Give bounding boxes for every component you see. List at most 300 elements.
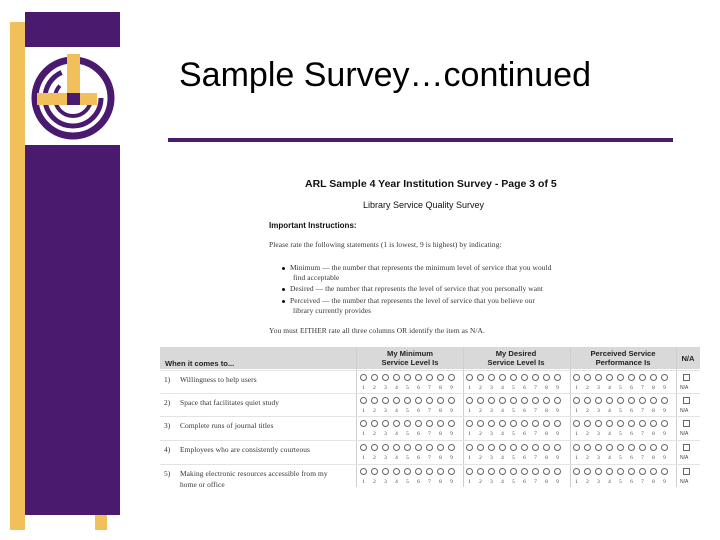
rating-scale-perceived [573,468,683,488]
rating-radio[interactable] [573,468,580,475]
rating-radio[interactable] [371,374,378,381]
rating-radio[interactable] [650,468,657,475]
rating-number: 9 [556,385,559,391]
rating-number: 6 [523,479,526,485]
rating-radio[interactable] [466,397,473,404]
rating-number: 7 [428,385,431,391]
rating-radio[interactable] [510,468,517,475]
rating-radio[interactable] [650,397,657,404]
rating-number: 6 [523,408,526,414]
rating-radio[interactable] [488,444,495,451]
rating-radio[interactable] [360,397,367,404]
rating-radio[interactable] [466,374,473,381]
rating-radio[interactable] [382,444,389,451]
rating-number: 2 [586,408,589,414]
rating-number: 5 [619,431,622,437]
rating-number: 7 [428,479,431,485]
rating-number: 4 [395,408,398,414]
rating-radio[interactable] [554,468,561,475]
instructions-note: You must EITHER rate all three columns OR identify the item as N/A. [269,326,485,335]
rating-number: 1 [468,385,471,391]
rating-radio[interactable] [573,374,580,381]
rating-radio[interactable] [617,397,624,404]
rating-radio[interactable] [448,468,455,475]
rating-radio[interactable] [448,420,455,427]
rating-radio[interactable] [628,468,635,475]
header-perceived-line2: Performance Is [595,358,651,367]
rating-number: 5 [406,408,409,414]
rating-number: 8 [545,431,548,437]
rating-number: 3 [490,408,493,414]
purple-sidebar [25,145,120,515]
rating-number: 5 [619,385,622,391]
row-divider [160,464,700,465]
rating-radio[interactable] [488,374,495,381]
rating-radio[interactable] [521,468,528,475]
rating-number: 4 [501,431,504,437]
question-text [180,421,273,432]
rating-number: 7 [534,479,537,485]
rating-number: 1 [362,408,365,414]
rating-number: 2 [373,385,376,391]
rating-number: 1 [468,455,471,461]
rating-radio[interactable] [628,444,635,451]
rating-radio[interactable] [554,397,561,404]
rating-radio[interactable] [532,444,539,451]
rating-number: 4 [501,479,504,485]
rating-radio[interactable] [382,420,389,427]
rating-radio[interactable] [595,397,602,404]
rating-radio[interactable] [448,374,455,381]
rating-number: 7 [428,455,431,461]
na-label: N/A [680,431,689,437]
rating-radio[interactable] [382,468,389,475]
rating-scale-desired [466,468,576,488]
bullet-dot [282,288,285,291]
bullet-perceived [282,296,535,305]
na-checkbox[interactable] [683,397,690,404]
rating-number: 3 [384,408,387,414]
rating-number: 8 [545,385,548,391]
rating-radio[interactable] [617,374,624,381]
rating-radio[interactable] [437,444,444,451]
rating-number: 8 [652,431,655,437]
rating-radio[interactable] [639,444,646,451]
na-label: N/A [680,479,689,485]
bullet-desired-text: Desired — the number that represents the level of service that you personally want [290,284,544,293]
rating-number: 4 [608,479,611,485]
rating-radio[interactable] [477,374,484,381]
rating-radio[interactable] [404,374,411,381]
row-divider [160,416,700,417]
rating-scale-desired [466,397,576,417]
rating-radio[interactable] [371,420,378,427]
rating-number: 8 [439,455,442,461]
rating-radio[interactable] [371,397,378,404]
question-number: 1) [164,375,171,384]
rating-radio[interactable] [488,397,495,404]
row-divider [160,393,700,394]
rating-radio[interactable] [510,420,517,427]
rating-radio[interactable] [499,374,506,381]
rating-number: 3 [384,479,387,485]
rating-radio[interactable] [415,420,422,427]
question-number: 5) [164,469,171,478]
rating-radio[interactable] [617,420,624,427]
rating-number: 6 [630,479,633,485]
question-number: 4) [164,445,171,454]
rating-number: 2 [586,479,589,485]
rating-number: 9 [663,479,666,485]
rating-radio[interactable] [477,397,484,404]
question-text-line1: Willingness to help users [180,375,257,384]
rating-radio[interactable] [661,374,668,381]
rating-radio[interactable] [606,374,613,381]
rating-radio[interactable] [426,397,433,404]
rating-number: 5 [406,385,409,391]
table-row [160,372,700,394]
rating-radio[interactable] [393,444,400,451]
rating-radio[interactable] [554,420,561,427]
rating-radio[interactable] [639,468,646,475]
rating-radio[interactable] [488,468,495,475]
rating-number: 5 [512,431,515,437]
rating-number: 3 [597,479,600,485]
rating-radio[interactable] [606,397,613,404]
rating-radio[interactable] [510,444,517,451]
rating-radio[interactable] [595,444,602,451]
question-text [180,375,257,386]
rating-number: 5 [512,479,515,485]
rating-radio[interactable] [573,444,580,451]
rating-number: 3 [597,455,600,461]
rating-scale-minimum [360,420,470,440]
rating-number: 7 [428,431,431,437]
na-checkbox[interactable] [683,420,690,427]
rating-radio[interactable] [510,374,517,381]
rating-radio[interactable] [426,420,433,427]
rating-radio[interactable] [437,420,444,427]
rating-number: 2 [479,455,482,461]
rating-number: 9 [450,431,453,437]
rating-number: 9 [450,479,453,485]
table-row [160,466,700,488]
rating-number: 6 [630,385,633,391]
rating-radio[interactable] [437,397,444,404]
rating-radio[interactable] [404,468,411,475]
rating-radio[interactable] [532,374,539,381]
rating-scale-perceived [573,444,683,464]
rating-radio[interactable] [584,468,591,475]
rating-radio[interactable] [466,420,473,427]
rating-radio[interactable] [521,397,528,404]
rating-radio[interactable] [437,468,444,475]
rating-number: 7 [641,479,644,485]
na-label: N/A [680,385,689,391]
rating-number: 3 [384,431,387,437]
rating-radio[interactable] [617,444,624,451]
na-checkbox[interactable] [683,444,690,451]
rating-number: 8 [545,408,548,414]
rating-radio[interactable] [499,397,506,404]
rating-number: 8 [439,408,442,414]
rating-radio[interactable] [606,468,613,475]
rating-number: 4 [501,408,504,414]
rating-radio[interactable] [543,468,550,475]
rating-radio[interactable] [573,420,580,427]
rating-number: 4 [395,455,398,461]
rating-radio[interactable] [466,468,473,475]
rating-radio[interactable] [617,468,624,475]
rating-radio[interactable] [382,397,389,404]
header-perceived-line1: Perceived Service [590,349,656,358]
rating-radio[interactable] [606,420,613,427]
na-checkbox[interactable] [683,468,690,475]
rating-number: 4 [501,455,504,461]
rating-radio[interactable] [554,374,561,381]
rating-scale-minimum [360,444,470,464]
na-label: N/A [680,408,689,414]
rating-number: 3 [490,455,493,461]
rating-number: 6 [417,455,420,461]
rating-radio[interactable] [360,420,367,427]
rating-number: 7 [534,385,537,391]
rating-radio[interactable] [404,420,411,427]
rating-number: 1 [468,431,471,437]
slide-title: Sample Survey…continued [179,56,592,94]
rating-radio[interactable] [510,397,517,404]
rating-radio[interactable] [543,397,550,404]
instructions-heading: Important Instructions: [269,221,357,230]
rating-radio[interactable] [606,444,613,451]
rating-radio[interactable] [595,420,602,427]
rating-number: 5 [512,455,515,461]
rating-radio[interactable] [661,420,668,427]
rating-radio[interactable] [532,397,539,404]
rating-number: 2 [479,479,482,485]
rating-radio[interactable] [393,397,400,404]
rating-radio[interactable] [477,420,484,427]
rating-radio[interactable] [521,374,528,381]
rating-radio[interactable] [415,397,422,404]
rating-scale-perceived [573,374,683,394]
rating-radio[interactable] [650,444,657,451]
rating-radio[interactable] [426,468,433,475]
rating-number: 3 [384,455,387,461]
rating-radio[interactable] [371,444,378,451]
rating-radio[interactable] [499,420,506,427]
na-label: N/A [680,455,689,461]
rating-number: 8 [545,455,548,461]
rating-radio[interactable] [360,468,367,475]
rating-radio[interactable] [404,397,411,404]
rating-number: 8 [652,385,655,391]
rating-number: 2 [479,385,482,391]
header-minimum [360,347,460,369]
header-desired [466,347,566,369]
rating-radio[interactable] [584,397,591,404]
rating-number: 7 [428,408,431,414]
rating-radio[interactable] [543,444,550,451]
header-when: When it comes to... [165,359,235,368]
rating-radio[interactable] [639,397,646,404]
rating-number: 4 [395,431,398,437]
rating-radio[interactable] [584,420,591,427]
rating-radio[interactable] [639,420,646,427]
rating-number: 5 [512,385,515,391]
header-minimum-line1: My Minimum [387,349,433,358]
rating-number: 1 [575,479,578,485]
rating-radio[interactable] [448,444,455,451]
rating-scale-minimum [360,468,470,488]
row-divider [160,440,700,441]
question-text-line1: Making electronic resources accessible from my [180,469,328,478]
rating-number: 2 [479,431,482,437]
rating-radio[interactable] [584,444,591,451]
rating-number: 2 [586,385,589,391]
rating-radio[interactable] [415,444,422,451]
rating-number: 6 [523,455,526,461]
rating-radio[interactable] [532,468,539,475]
rating-radio[interactable] [639,374,646,381]
rating-number: 6 [630,431,633,437]
rating-radio[interactable] [404,444,411,451]
rating-radio[interactable] [628,420,635,427]
rating-radio[interactable] [499,468,506,475]
rating-radio[interactable] [543,420,550,427]
rating-radio[interactable] [393,374,400,381]
rating-number: 5 [512,408,515,414]
rating-number: 6 [630,408,633,414]
table-row [160,395,700,417]
na-checkbox[interactable] [683,374,690,381]
rating-number: 1 [362,455,365,461]
rating-radio[interactable] [628,397,635,404]
rating-number: 1 [362,431,365,437]
rating-radio[interactable] [650,374,657,381]
rating-number: 1 [575,431,578,437]
rating-number: 4 [608,385,611,391]
rating-number: 2 [479,408,482,414]
rating-radio[interactable] [661,444,668,451]
survey-title: ARL Sample 4 Year Institution Survey - Page 3 of 5 [305,178,557,190]
rating-radio[interactable] [628,374,635,381]
rating-number: 1 [362,385,365,391]
rating-number: 8 [439,479,442,485]
rating-radio[interactable] [661,468,668,475]
rating-radio[interactable] [595,374,602,381]
rating-radio[interactable] [521,444,528,451]
rating-number: 6 [417,385,420,391]
rating-radio[interactable] [477,468,484,475]
rating-radio[interactable] [543,374,550,381]
question-text [180,398,279,409]
rating-number: 2 [373,455,376,461]
row-divider [160,370,700,371]
rating-number: 5 [619,408,622,414]
rating-scale-minimum [360,397,470,417]
rating-radio[interactable] [437,374,444,381]
rating-radio[interactable] [532,420,539,427]
rating-radio[interactable] [393,468,400,475]
bullet-minimum-cont: find acceptable [293,273,340,282]
rating-radio[interactable] [499,444,506,451]
rating-radio[interactable] [477,444,484,451]
question-text-line1: Complete runs of journal titles [180,421,274,430]
rating-number: 6 [630,455,633,461]
question-text-line2: home or office [180,480,225,489]
bullet-perceived-cont: library currently provides [293,306,372,315]
table-row [160,442,700,464]
question-text-line1: Space that facilitates quiet study [180,398,280,407]
rating-number: 7 [641,431,644,437]
rating-scale-desired [466,374,576,394]
rating-number: 5 [619,479,622,485]
rating-number: 3 [597,385,600,391]
rating-radio[interactable] [466,444,473,451]
rating-radio[interactable] [382,374,389,381]
rating-number: 9 [663,455,666,461]
rating-number: 2 [586,431,589,437]
question-number: 3) [164,421,171,430]
rating-radio[interactable] [595,468,602,475]
rating-number: 7 [534,431,537,437]
rating-number: 4 [395,385,398,391]
rating-scale-minimum [360,374,470,394]
rating-radio[interactable] [448,397,455,404]
rating-radio[interactable] [371,468,378,475]
rating-number: 1 [575,385,578,391]
rating-number: 9 [450,408,453,414]
rating-number: 2 [373,431,376,437]
question-text [180,469,328,489]
rating-radio[interactable] [415,374,422,381]
rating-number: 9 [556,455,559,461]
header-minimum-line2: Service Level Is [381,358,439,367]
bullet-desired [282,284,543,293]
rating-number: 9 [556,479,559,485]
rating-number: 4 [395,479,398,485]
rating-number: 4 [608,431,611,437]
rating-radio[interactable] [415,468,422,475]
rating-radio[interactable] [426,444,433,451]
rating-radio[interactable] [360,444,367,451]
rating-radio[interactable] [426,374,433,381]
rating-radio[interactable] [488,420,495,427]
bullet-dot [282,267,285,270]
rating-radio[interactable] [360,374,367,381]
bullet-perceived-text: Perceived — the number that represents the level of service that you believe our [290,296,536,305]
rating-radio[interactable] [650,420,657,427]
rating-radio[interactable] [573,397,580,404]
rating-radio[interactable] [521,420,528,427]
rating-number: 3 [597,431,600,437]
rating-radio[interactable] [554,444,561,451]
rating-scale-desired [466,444,576,464]
rating-number: 8 [545,479,548,485]
rating-number: 1 [362,479,365,485]
rating-radio[interactable] [661,397,668,404]
question-text-line1: Employees who are consistently courteous [180,445,311,454]
rating-number: 9 [450,385,453,391]
rating-radio[interactable] [393,420,400,427]
header-na: N/A [681,353,695,363]
gold-accent-corner [95,515,107,530]
rating-number: 5 [406,431,409,437]
rating-number: 1 [575,408,578,414]
rating-number: 4 [501,385,504,391]
rating-radio[interactable] [584,374,591,381]
